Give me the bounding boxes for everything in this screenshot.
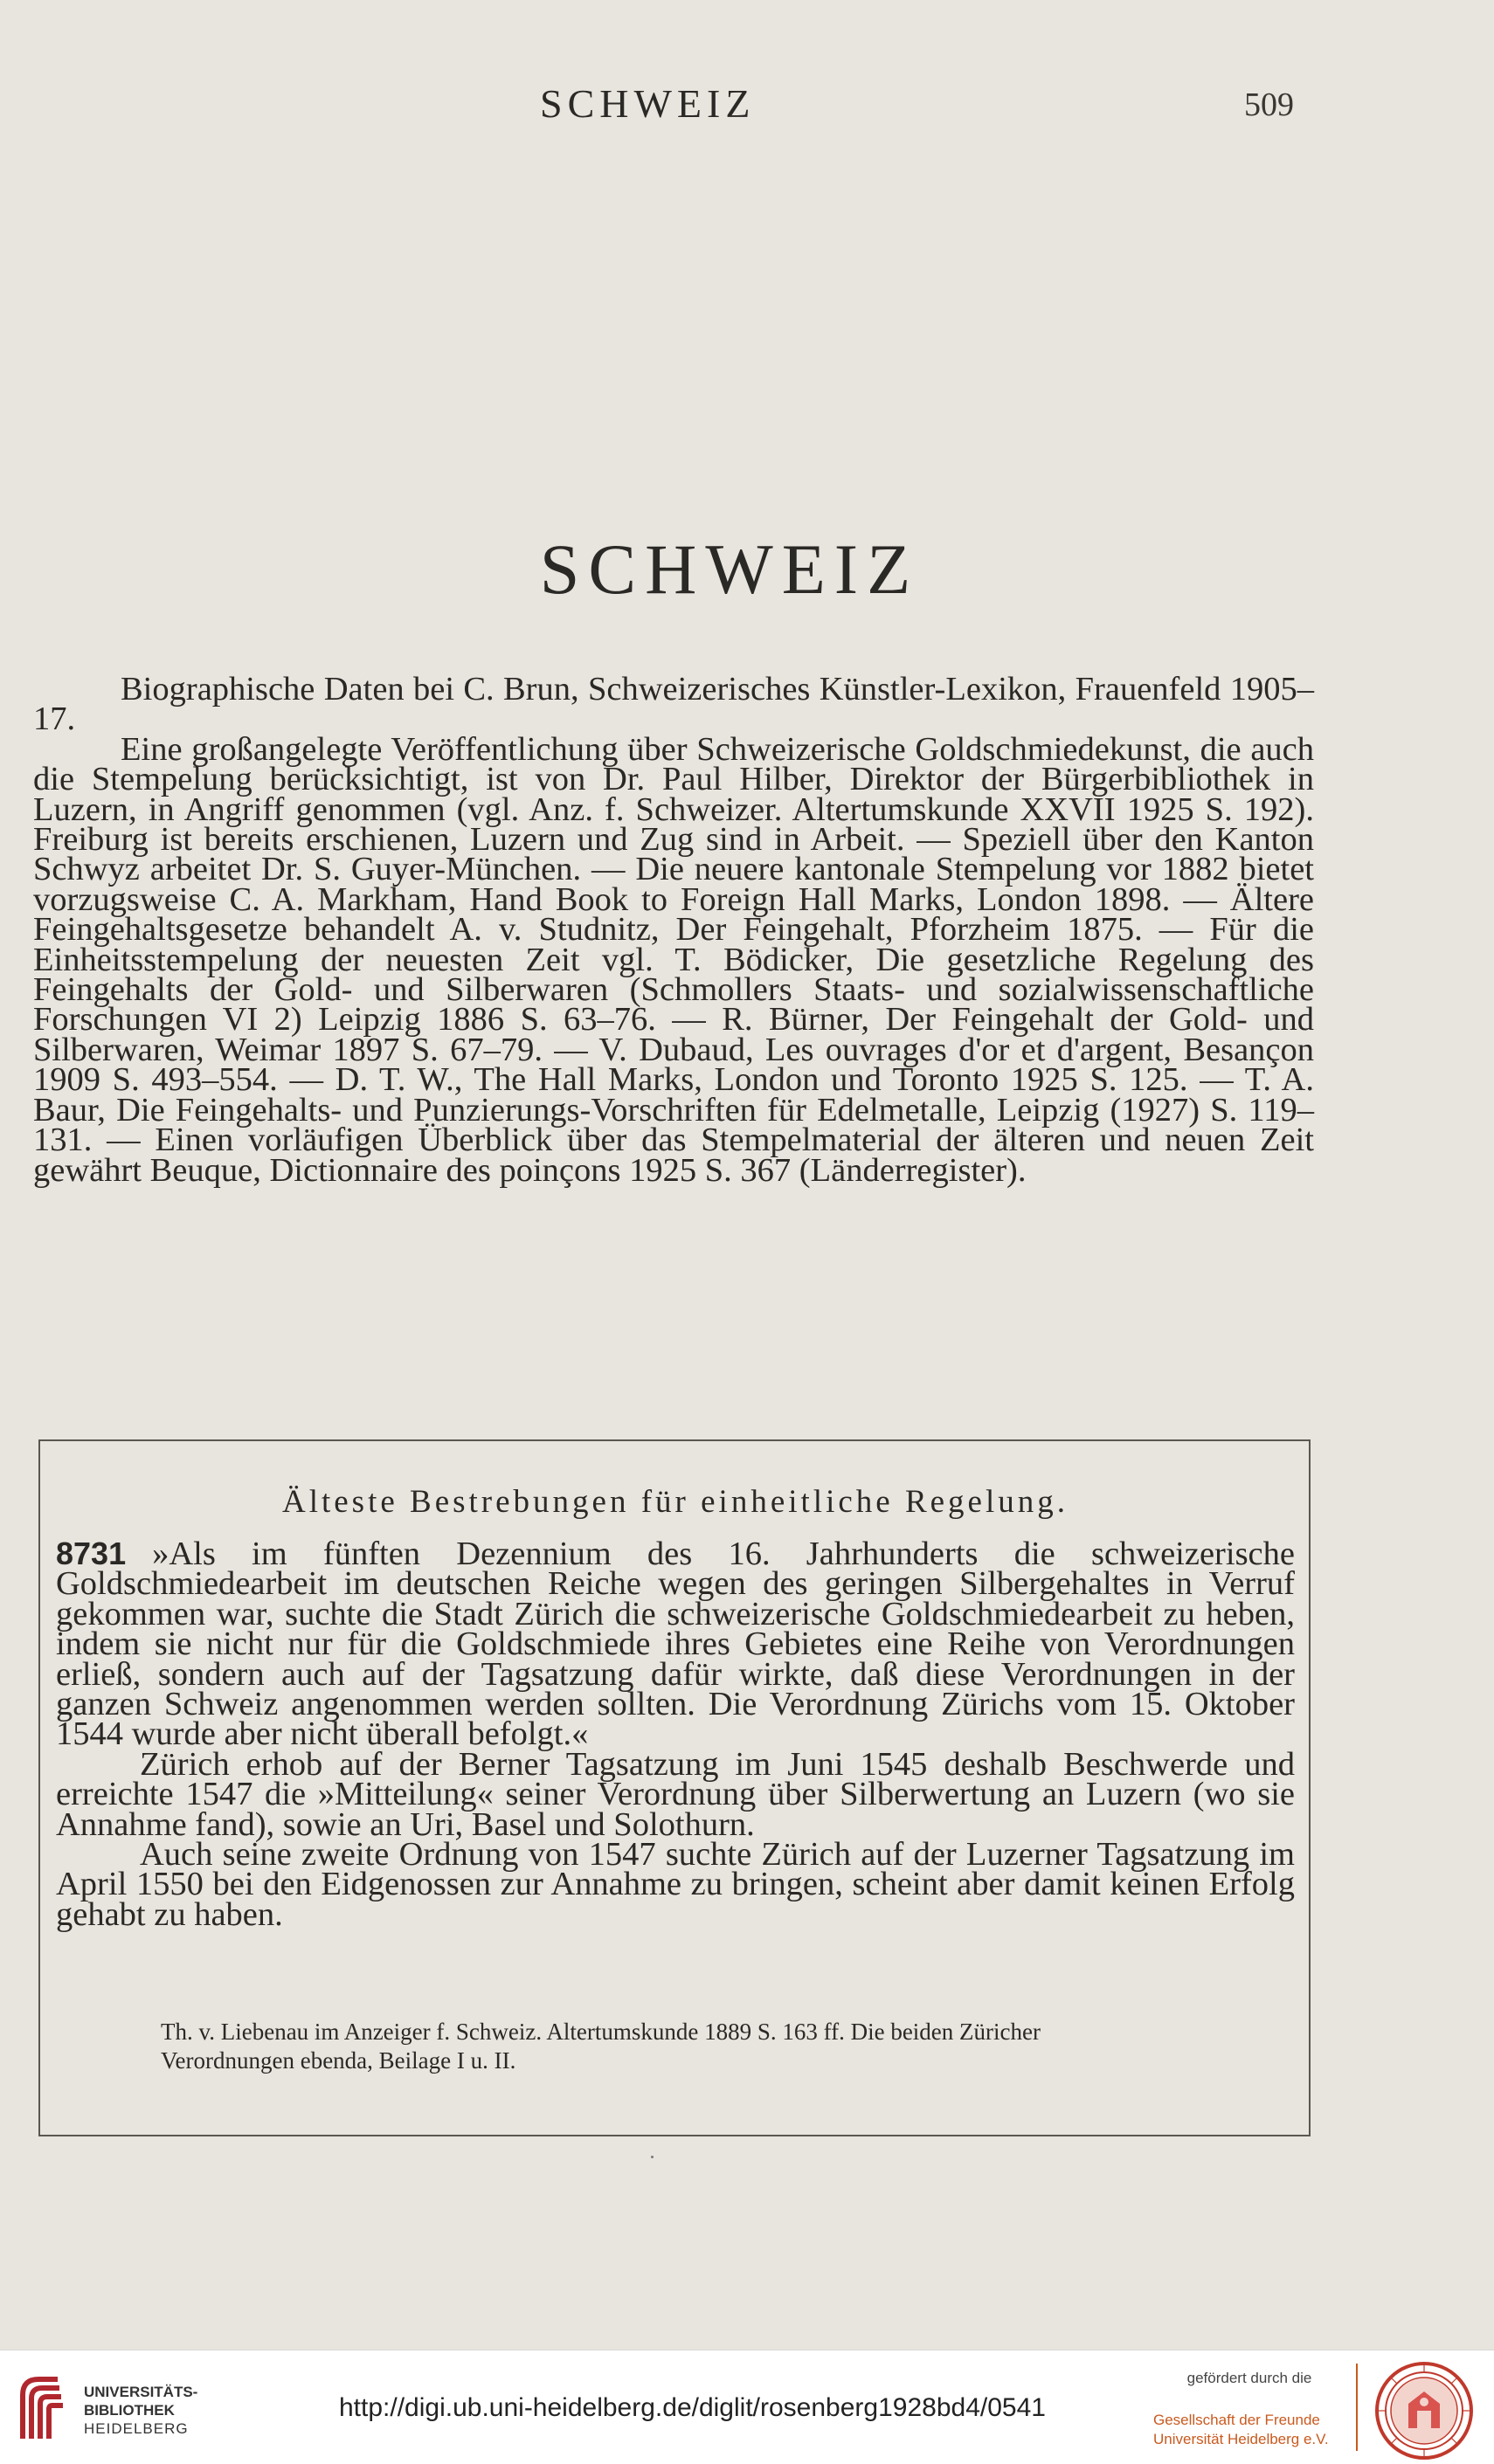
- permalink-url[interactable]: http://digi.ub.uni-heidelberg.de/diglit/rosenberg1928bd4/0541: [339, 2393, 1046, 2422]
- section-heading: Älteste Bestrebungen für einheitliche Regelung.: [281, 1484, 1069, 1520]
- library-line: HEIDELBERG: [84, 2420, 189, 2437]
- chapter-title: SCHWEIZ: [539, 529, 920, 609]
- running-head: [0, 80, 1494, 133]
- page-number: 509: [1244, 86, 1294, 123]
- sponsor-credit: [1153, 2369, 1345, 2449]
- ub-heidelberg-logo-icon[interactable]: [16, 2369, 72, 2447]
- university-seal-icon[interactable]: [1373, 2360, 1475, 2461]
- body-paragraph: Auch seine zweite Ordnung von 1547 suchte Zürich auf der Luzerner Tagsatzung im April 1550 bei den Eidgenossen zur Annahme zu bringen, scheint aber damit keinen Erfolg gehabt zu haben.: [56, 1836, 1295, 1933]
- footnote: [161, 2018, 1297, 2075]
- intro-paragraph: Biographische Daten bei C. Brun, Schweizerisches Künstler-Lexikon, Frauenfeld 1905–17.: [33, 671, 1314, 738]
- sponsor-divider: [1356, 2364, 1358, 2451]
- library-line: UNIVERSITÄTS-: [84, 2384, 198, 2400]
- running-title: SCHWEIZ: [540, 81, 756, 126]
- sponsor-intro: gefördert durch die: [1186, 2370, 1312, 2386]
- library-line: BIBLIOTHEK: [84, 2402, 175, 2419]
- entry-number: 8731: [56, 1536, 127, 1571]
- sponsor-name-line: Universität Heidelberg e.V.: [1153, 2431, 1329, 2447]
- intro-text: [33, 671, 1314, 1189]
- sponsor-name-line: Gesellschaft der Freunde: [1153, 2412, 1320, 2428]
- body-paragraph: Zürich erhob auf der Berner Tagsatzung im Juni 1545 deshalb Beschwerde und erreichte 1547 die »Mitteilung« seiner Verordnung über Silberwertung an Luzern (wo sie Annahme fand), sowie an Uri, Basel und Solothurn.: [56, 1745, 1295, 1843]
- intro-paragraph: Eine großangelegte Veröffentlichung über Schweizerische Goldschmiedekunst, die auch die Stempelung berücksichtigt, ist von Dr. Paul Hilber, Direktor der Bürgerbibliothek in Luzern, in Angriff genommen (vgl. Anz. f. Schweizer. Altertumskunde XXVII 1925 S. 192). Freiburg ist bereits erschienen, Luzern und Zug sind in Arbeit. — Speziell über den Kanton Schwyz arbeitet Dr. S. Guyer-München. — Die neuere kantonale Stempelung vor 1882 bietet vorzugsweise C. A. Markham, Hand Book to Foreign Hall Marks, London 1898. — Ältere Feingehaltsgesetze behandelt A. v. Studnitz, Der Feingehalt, Pforzheim 1875. — Für die Einheitsstempelung der neuesten Zeit vgl. T. Bödicker, Die gesetzliche Regelung des Feingehalts der Gold- und Silberwaren (Schmollers Staats- und sozialwissenschaftliche Forschungen VI 2) Leipzig 1886 S. 63–76. — R. Bürner, Der Feingehalt der Gold- und Silberwaren, Weimar 1897 S. 67–79. — V. Dubaud, Les ouvrages d'or et d'argent, Besançon 1909 S. 493–554. — D. T. W., The Hall Marks, London und Toronto 1925 S. 125. — T. A. Baur, Die Feingehalts- und Punzierungs-Vorschriften für Edelmetalle, Leipzig (1927) S. 119–131. — Einen vorläufigen Überblick über das Stempelmaterial der älteren und neuen Zeit gewährt Beuque, Dictionnaire des poinçons 1925 S. 367 (Länderregister).: [33, 730, 1314, 1189]
- footnote-line: Verordnungen ebenda, Beilage I u. II.: [161, 2047, 516, 2074]
- library-name: [84, 2383, 197, 2438]
- entry-paragraph: [56, 1536, 1295, 1753]
- speck: [651, 2156, 654, 2158]
- section-body: [56, 1536, 1295, 1933]
- footnote-line: Th. v. Liebenau im Anzeiger f. Schweiz. Altertumskunde 1889 S. 163 ff. Die beiden Züricher: [161, 2019, 1041, 2045]
- entry-text: »Als im fünften Dezennium des 16. Jahrhunderts die schweizerische Goldschmiedearbeit im deutschen Reiche wegen des geringen Silbergehaltes in Verruf gekommen war, suchte die Stadt Zürich die schweizerische Goldschmiedearbeit zu heben, indem sie nicht nur für die Goldschmiede ihres Gebietes eine Reihe von Verordnungen erließ, sondern auch auf der Tagsatzung dafür wirkte, daß diese Verordnungen in der ganzen Schweiz angenommen werden sollten. Die Verordnung Zürichs vom 15. Oktober 1544 wurde aber nicht überall befolgt.«: [56, 1536, 1295, 1753]
